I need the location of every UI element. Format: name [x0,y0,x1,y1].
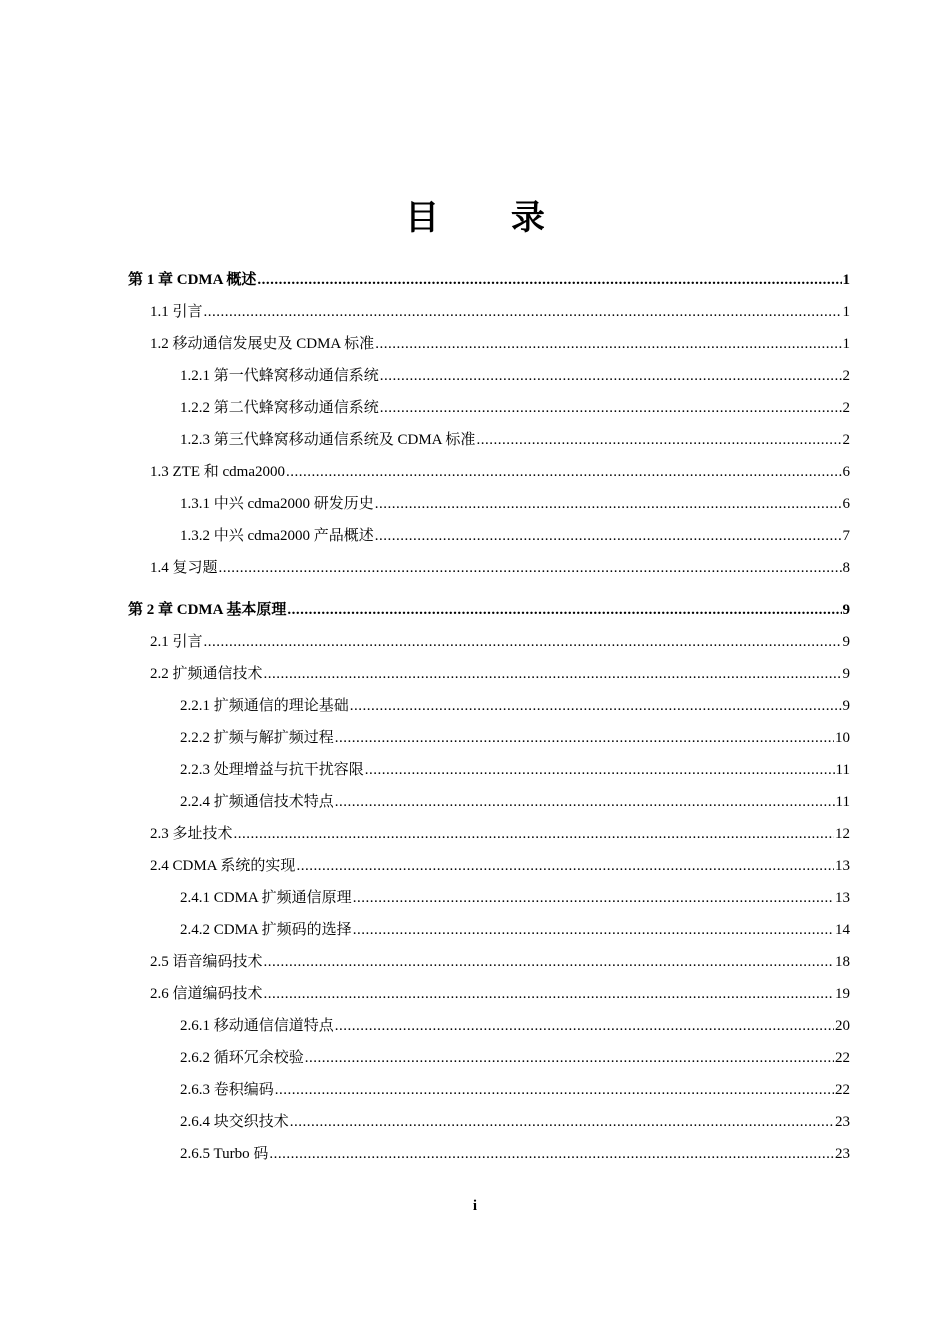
toc-entry-page: 9 [842,666,850,682]
toc-entry-page: 13 [835,858,850,874]
dot-leader [234,818,834,850]
toc-entry-label: 2.4 CDMA 系统的实现 [150,858,296,874]
toc-entry[interactable] [128,1010,850,1042]
toc-entry-page: 22 [835,1050,850,1066]
toc-entry[interactable] [128,882,850,914]
toc-entry-label: 2.4.2 CDMA 扩频码的选择 [180,922,352,938]
toc-entry-label: 2.6.3 卷积编码 [180,1082,274,1098]
toc-entry-page: 2 [842,432,850,448]
dot-leader [287,594,841,626]
dot-leader [264,658,842,690]
toc-entry-label: 2.6.5 Turbo 码 [180,1146,269,1162]
toc-chapter-entry[interactable] [128,594,850,626]
toc-entry[interactable] [128,296,850,328]
table-of-contents [128,264,850,1170]
toc-entry-label: 1.2.1 第一代蜂窝移动通信系统 [180,368,379,384]
dot-leader [365,754,835,786]
toc-entry[interactable] [128,658,850,690]
toc-entry-label: 2.6.1 移动通信信道特点 [180,1018,334,1034]
toc-entry-page: 12 [835,826,850,842]
dot-leader [375,328,841,360]
dot-leader [204,626,842,658]
dot-leader [286,456,842,488]
toc-entry-page: 6 [842,496,850,512]
toc-entry-page: 1 [842,304,850,320]
toc-entry[interactable] [128,786,850,818]
dot-leader [335,722,834,754]
toc-entry-page: 14 [835,922,850,938]
dot-leader [353,914,834,946]
dot-leader [476,424,841,456]
toc-entry-page: 7 [842,528,850,544]
page-number: i [472,1198,478,1214]
toc-entry-page: 9 [842,634,850,650]
toc-entry[interactable] [128,392,850,424]
dot-leader [264,946,834,978]
dot-leader [219,552,842,584]
toc-entry-label: 第 2 章 CDMA 基本原理 [128,602,287,618]
toc-entry-label: 2.2.3 处理增益与抗干扰容限 [180,762,364,778]
toc-entry[interactable] [128,328,850,360]
dot-leader [380,392,842,424]
toc-entry[interactable] [128,1106,850,1138]
toc-entry[interactable] [128,520,850,552]
dot-leader [296,850,834,882]
dot-leader [350,690,842,722]
toc-entry[interactable] [128,946,850,978]
toc-entry-label: 2.1 引言 [150,634,203,650]
toc-entry-label: 2.5 语音编码技术 [150,954,263,970]
toc-entry-label: 2.6.4 块交织技术 [180,1114,289,1130]
toc-entry-page: 2 [842,368,850,384]
toc-entry-label: 1.4 复习题 [150,560,218,576]
toc-entry-label: 1.3.2 中兴 cdma2000 产品概述 [180,528,374,544]
toc-entry[interactable] [128,424,850,456]
dot-leader [275,1074,834,1106]
toc-entry[interactable] [128,914,850,946]
toc-entry-page: 23 [835,1114,850,1130]
page-title: 目 录 [405,198,575,238]
toc-entry[interactable] [128,360,850,392]
toc-entry-label: 2.2.2 扩频与解扩频过程 [180,730,334,746]
dot-leader [335,1010,834,1042]
toc-entry-page: 1 [842,336,850,352]
dot-leader [269,1138,834,1170]
dot-leader [375,488,842,520]
toc-entry[interactable] [128,850,850,882]
toc-entry-page: 2 [842,400,850,416]
toc-chapter-entry[interactable] [128,264,850,296]
dot-leader [353,882,834,914]
toc-entry[interactable] [128,1138,850,1170]
toc-entry-label: 1.2 移动通信发展史及 CDMA 标准 [150,336,375,352]
toc-entry-label: 2.3 多址技术 [150,826,233,842]
dot-leader [305,1042,834,1074]
toc-entry[interactable] [128,1074,850,1106]
dot-leader [204,296,842,328]
toc-entry-page: 11 [835,794,850,810]
toc-entry-page: 20 [835,1018,850,1034]
toc-entry-label: 1.3 ZTE 和 cdma2000 [150,464,285,480]
toc-entry-label: 第 1 章 CDMA 概述 [128,272,257,288]
toc-entry-page: 9 [842,698,850,714]
dot-leader [335,786,835,818]
toc-entry[interactable] [128,722,850,754]
toc-entry-label: 1.1 引言 [150,304,203,320]
toc-entry-label: 1.2.3 第三代蜂窝移动通信系统及 CDMA 标准 [180,432,476,448]
toc-entry[interactable] [128,488,850,520]
dot-leader [257,264,841,296]
toc-entry[interactable] [128,818,850,850]
toc-entry-page: 1 [842,272,850,288]
toc-entry-page: 6 [842,464,850,480]
toc-entry[interactable] [128,626,850,658]
toc-entry-page: 9 [842,602,850,618]
dot-leader [375,520,842,552]
dot-leader [380,360,842,392]
toc-entry[interactable] [128,690,850,722]
toc-entry-label: 2.4.1 CDMA 扩频通信原理 [180,890,352,906]
toc-entry-page: 18 [835,954,850,970]
toc-entry[interactable] [128,552,850,584]
toc-entry-page: 8 [842,560,850,576]
toc-entry[interactable] [128,978,850,1010]
toc-entry-label: 2.6 信道编码技术 [150,986,263,1002]
toc-entry-page: 22 [835,1082,850,1098]
toc-entry[interactable] [128,1042,850,1074]
toc-entry-label: 2.2.4 扩频通信技术特点 [180,794,334,810]
toc-entry-label: 2.6.2 循环冗余校验 [180,1050,304,1066]
toc-entry[interactable] [128,456,850,488]
toc-entry-label: 1.3.1 中兴 cdma2000 研发历史 [180,496,374,512]
toc-entry-label: 2.2.1 扩频通信的理论基础 [180,698,349,714]
toc-entry-page: 13 [835,890,850,906]
toc-entry-label: 1.2.2 第二代蜂窝移动通信系统 [180,400,379,416]
toc-entry-page: 23 [835,1146,850,1162]
toc-entry[interactable] [128,754,850,786]
dot-leader [264,978,834,1010]
dot-leader [290,1106,834,1138]
toc-entry-page: 10 [835,730,850,746]
toc-entry-page: 19 [835,986,850,1002]
toc-entry-label: 2.2 扩频通信技术 [150,666,263,682]
toc-entry-page: 11 [835,762,850,778]
